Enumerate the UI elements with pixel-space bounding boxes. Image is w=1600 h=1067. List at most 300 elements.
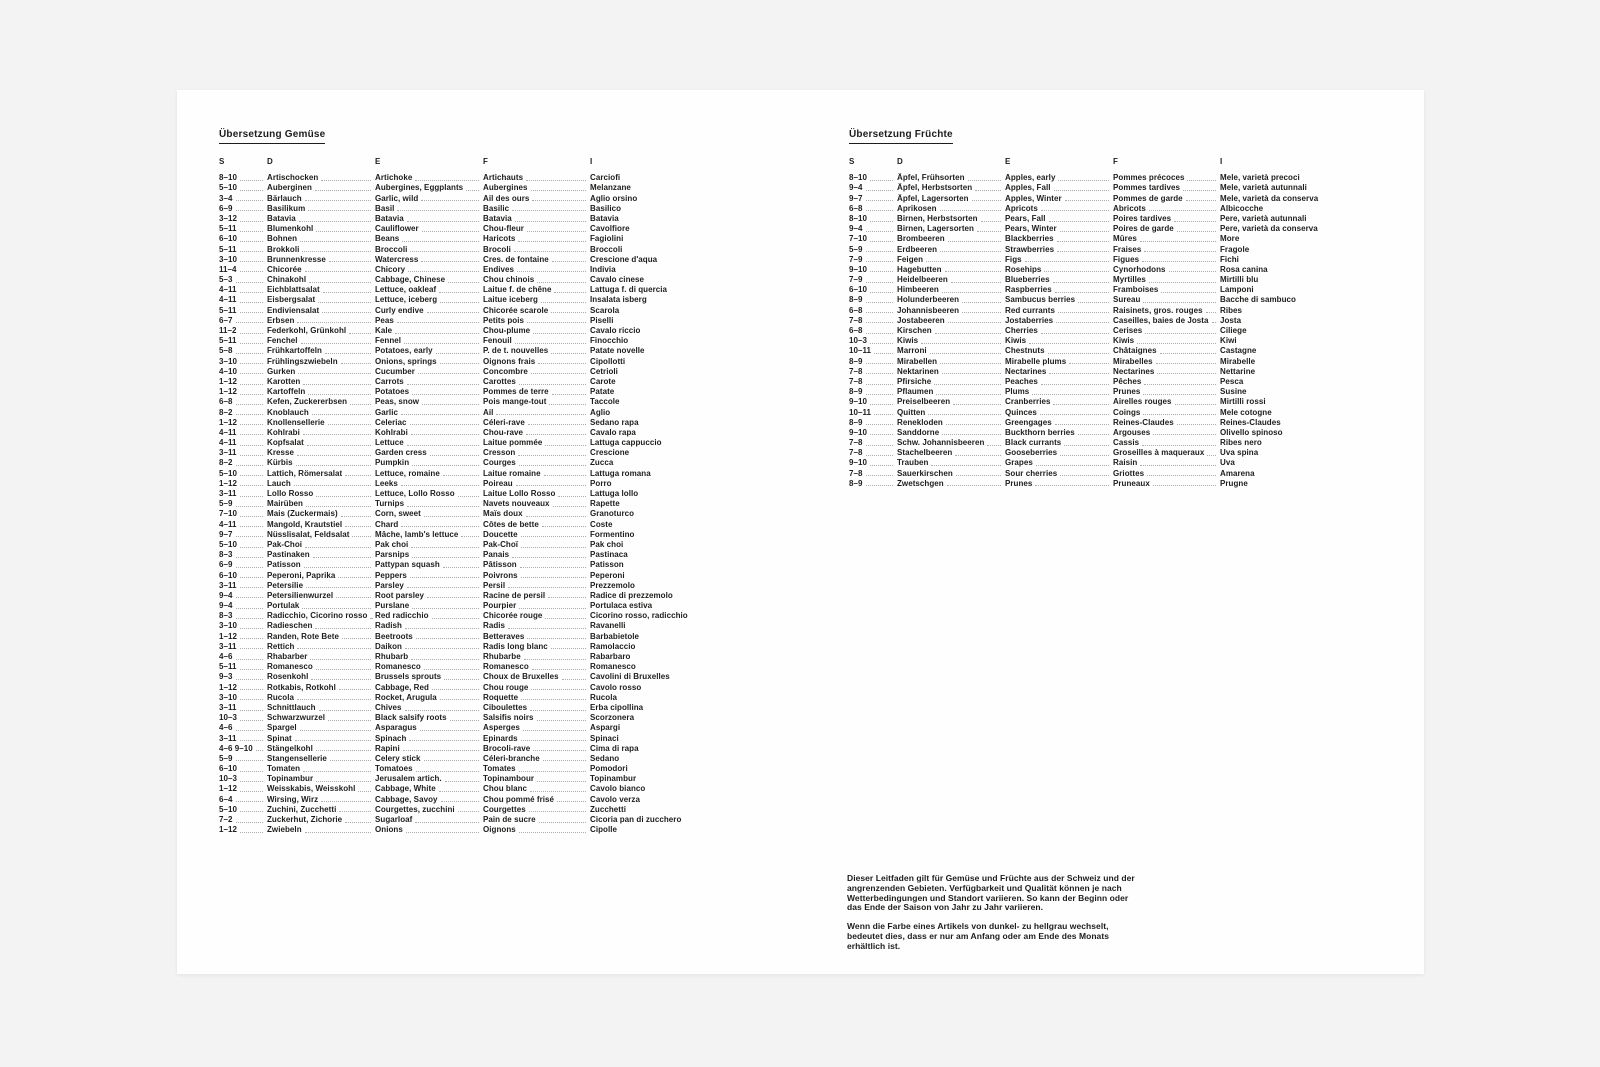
dotted-leader bbox=[1174, 221, 1216, 222]
cell-italian: Piselli bbox=[590, 315, 614, 325]
table-row bbox=[219, 520, 697, 530]
cell-italian: Pere, varietà da conserva bbox=[1220, 224, 1318, 234]
cell-season: 6–10 bbox=[219, 571, 267, 581]
dotted-leader bbox=[424, 760, 479, 761]
dotted-leader bbox=[866, 282, 894, 283]
cell-english: Grapes bbox=[1005, 458, 1113, 468]
table-row bbox=[219, 377, 697, 387]
dotted-leader bbox=[1153, 485, 1216, 486]
cell-french: Choux de Bruxelles bbox=[483, 672, 590, 682]
cell-italian: Porro bbox=[590, 478, 612, 488]
dotted-leader bbox=[306, 587, 371, 588]
dotted-leader bbox=[440, 699, 479, 700]
cell-season: 5–3 bbox=[219, 275, 267, 285]
dotted-leader bbox=[345, 475, 371, 476]
cell-season: 1–12 bbox=[219, 479, 267, 489]
cell-french: Groseilles à maqueraux bbox=[1113, 448, 1220, 458]
dotted-leader bbox=[551, 648, 586, 649]
dotted-leader bbox=[313, 557, 371, 558]
cell-english: Apples, Fall bbox=[1005, 183, 1113, 193]
cell-season: 8–2 bbox=[219, 458, 267, 468]
cell-french: Rhubarbe bbox=[483, 652, 590, 662]
cell-english: Radish bbox=[375, 621, 483, 631]
cell-english: Peppers bbox=[375, 571, 483, 581]
dotted-leader bbox=[517, 271, 586, 272]
cell-season: 1–12 bbox=[219, 377, 267, 387]
cell-season: 8–3 bbox=[219, 550, 267, 560]
cell-english: Pears, Fall bbox=[1005, 214, 1113, 224]
dotted-leader bbox=[1156, 363, 1216, 364]
cell-italian: Mirabelle bbox=[1220, 356, 1256, 366]
dotted-leader bbox=[870, 221, 893, 222]
dotted-leader bbox=[1078, 434, 1109, 435]
cell-french: Laitue f. de chêne bbox=[483, 285, 590, 295]
cell-french: Chou chinois bbox=[483, 275, 590, 285]
cell-season: 8–9 bbox=[849, 418, 897, 428]
cell-french: Ail des ours bbox=[483, 194, 590, 204]
dotted-leader bbox=[528, 424, 586, 425]
dotted-leader bbox=[240, 424, 263, 425]
table-row bbox=[219, 632, 697, 642]
table-row bbox=[849, 377, 1327, 387]
dotted-leader bbox=[370, 618, 372, 619]
cell-french: Radis long blanc bbox=[483, 642, 590, 652]
table-row bbox=[219, 346, 697, 356]
cell-season: 3–11 bbox=[219, 448, 267, 458]
cell-season: 5–10 bbox=[219, 469, 267, 479]
dotted-leader bbox=[1056, 322, 1109, 323]
cell-french: Pain de sucre bbox=[483, 815, 590, 825]
cell-season: 4–11 bbox=[219, 295, 267, 305]
dotted-leader bbox=[305, 547, 371, 548]
dotted-leader bbox=[305, 832, 371, 833]
dotted-leader bbox=[866, 424, 894, 425]
table-row bbox=[219, 581, 697, 591]
cell-english: Kohlrabi bbox=[375, 428, 483, 438]
dotted-leader bbox=[519, 771, 586, 772]
dotted-leader bbox=[1140, 465, 1216, 466]
dotted-leader bbox=[430, 455, 479, 456]
cell-french: Airelles rouges bbox=[1113, 397, 1220, 407]
cell-italian: Cavolo rosso bbox=[590, 682, 642, 692]
dotted-leader bbox=[240, 302, 263, 303]
dotted-leader bbox=[316, 496, 371, 497]
cell-french: Coings bbox=[1113, 408, 1220, 418]
cell-french: Laitue romaine bbox=[483, 469, 590, 479]
cell-french: Chou-plume bbox=[483, 326, 590, 336]
dotted-leader bbox=[299, 221, 371, 222]
dotted-leader bbox=[551, 353, 586, 354]
dotted-leader bbox=[1041, 210, 1109, 211]
table-row bbox=[849, 183, 1327, 193]
dotted-leader bbox=[940, 210, 1001, 211]
cell-english: Pak choi bbox=[375, 540, 483, 550]
cell-german: Federkohl, Grünkohl bbox=[267, 326, 375, 336]
dotted-leader bbox=[240, 771, 263, 772]
dotted-leader bbox=[236, 210, 264, 211]
table-row bbox=[219, 336, 697, 346]
cell-french: Petits pois bbox=[483, 316, 590, 326]
cell-english: Blueberries bbox=[1005, 275, 1113, 285]
column-header: E bbox=[375, 157, 381, 166]
dotted-leader bbox=[350, 404, 371, 405]
dotted-leader bbox=[516, 485, 586, 486]
table-row bbox=[219, 713, 697, 723]
cell-season: 5–11 bbox=[219, 662, 267, 672]
cell-season: 7–9 bbox=[849, 255, 897, 265]
dotted-leader bbox=[866, 455, 894, 456]
dotted-leader bbox=[319, 710, 371, 711]
cell-italian: Scorzonera bbox=[590, 713, 635, 723]
column-header: D bbox=[267, 157, 273, 166]
cell-german: Kopfsalat bbox=[267, 438, 375, 448]
cell-italian: Carote bbox=[590, 376, 616, 386]
cell-german: Frühlingszwiebeln bbox=[267, 357, 375, 367]
cell-french: Endives bbox=[483, 265, 590, 275]
dotted-leader bbox=[1142, 445, 1216, 446]
dotted-leader bbox=[397, 210, 479, 211]
cell-french: Reines-Claudes bbox=[1113, 418, 1220, 428]
dotted-leader bbox=[240, 394, 263, 395]
cell-german: Mais (Zuckermais) bbox=[267, 509, 375, 519]
dotted-leader bbox=[316, 231, 371, 232]
cell-french: Poires tardives bbox=[1113, 214, 1220, 224]
cell-season: 8–9 bbox=[849, 387, 897, 397]
dotted-leader bbox=[514, 251, 586, 252]
dotted-leader bbox=[349, 333, 371, 334]
cell-season: 9–4 bbox=[219, 591, 267, 601]
dotted-leader bbox=[401, 414, 479, 415]
dotted-leader bbox=[866, 363, 894, 364]
dotted-leader bbox=[408, 271, 479, 272]
cell-french: Salsifis noirs bbox=[483, 713, 590, 723]
column-header: D bbox=[897, 157, 903, 166]
table-row bbox=[849, 397, 1327, 407]
cell-french: Prunes bbox=[1113, 387, 1220, 397]
dotted-leader bbox=[1057, 251, 1109, 252]
table-row bbox=[849, 245, 1327, 255]
cell-french: Courgettes bbox=[483, 805, 590, 815]
cell-season: 6–8 bbox=[849, 306, 897, 316]
fruits-table bbox=[849, 124, 1327, 489]
table-row bbox=[849, 479, 1327, 489]
dotted-leader bbox=[236, 597, 264, 598]
dotted-leader bbox=[1183, 190, 1216, 191]
dotted-leader bbox=[236, 506, 264, 507]
cell-german: Eichblattsalat bbox=[267, 285, 375, 295]
table-row bbox=[219, 316, 697, 326]
dotted-leader bbox=[1187, 180, 1216, 181]
cell-english: Broccoli bbox=[375, 245, 483, 255]
dotted-leader bbox=[526, 516, 586, 517]
dotted-leader bbox=[1049, 221, 1109, 222]
cell-english: Sambucus berries bbox=[1005, 295, 1113, 305]
dotted-leader bbox=[240, 526, 263, 527]
cell-season: 7–8 bbox=[849, 316, 897, 326]
cell-italian: Patate novelle bbox=[590, 346, 645, 356]
cell-french: Roquette bbox=[483, 693, 590, 703]
cell-french: Chou-fleur bbox=[483, 224, 590, 234]
cell-season: 4–11 bbox=[219, 520, 267, 530]
cell-german: Romanesco bbox=[267, 662, 375, 672]
dotted-leader bbox=[1145, 333, 1216, 334]
cell-season: 3–10 bbox=[219, 357, 267, 367]
dotted-leader bbox=[236, 730, 264, 731]
dotted-leader bbox=[870, 343, 893, 344]
cell-french: Chou pommé frisé bbox=[483, 795, 590, 805]
cell-german: Schw. Johannisbeeren bbox=[897, 438, 1005, 448]
dotted-leader bbox=[240, 434, 263, 435]
table-row bbox=[849, 469, 1327, 479]
cell-german: Preiselbeeren bbox=[897, 397, 1005, 407]
cell-english: Red currants bbox=[1005, 306, 1113, 316]
dotted-leader bbox=[942, 373, 1001, 374]
dotted-leader bbox=[526, 434, 586, 435]
dotted-leader bbox=[307, 445, 371, 446]
table-row bbox=[219, 601, 697, 611]
cell-italian: Lamponi bbox=[1220, 285, 1254, 295]
cell-season: 3–11 bbox=[219, 642, 267, 652]
dotted-leader bbox=[439, 791, 479, 792]
dotted-leader bbox=[866, 251, 894, 252]
dotted-leader bbox=[1055, 292, 1109, 293]
cell-english: Jostaberries bbox=[1005, 316, 1113, 326]
cell-season: 1–12 bbox=[219, 683, 267, 693]
dotted-leader bbox=[403, 750, 479, 751]
cell-german: Rettich bbox=[267, 642, 375, 652]
cell-german: Stängelkohl bbox=[267, 744, 375, 754]
table-row bbox=[219, 418, 697, 428]
cell-italian: Sedano bbox=[590, 753, 620, 763]
dotted-leader bbox=[1078, 302, 1109, 303]
cell-german: Radieschen bbox=[267, 621, 375, 631]
cell-english: Cranberries bbox=[1005, 397, 1113, 407]
dotted-leader bbox=[945, 271, 1002, 272]
dotted-leader bbox=[240, 251, 263, 252]
page bbox=[177, 90, 1424, 974]
cell-english: Cabbage, Savoy bbox=[375, 795, 483, 805]
table-row bbox=[849, 428, 1327, 438]
cell-german: Stangensellerie bbox=[267, 754, 375, 764]
table-row bbox=[849, 275, 1327, 285]
cell-season: 1–12 bbox=[219, 418, 267, 428]
cell-english: Peaches bbox=[1005, 377, 1113, 387]
dotted-leader bbox=[236, 801, 264, 802]
cell-english: Daikon bbox=[375, 642, 483, 652]
cell-french: Pommes de garde bbox=[1113, 194, 1220, 204]
cell-french: Laitue Lollo Rosso bbox=[483, 489, 590, 499]
dotted-leader bbox=[410, 251, 479, 252]
cell-italian: Ribes nero bbox=[1220, 438, 1262, 448]
cell-german: Feigen bbox=[897, 255, 1005, 265]
dotted-leader bbox=[531, 373, 586, 374]
dotted-leader bbox=[543, 760, 586, 761]
dotted-leader bbox=[240, 190, 263, 191]
dotted-leader bbox=[415, 822, 479, 823]
dotted-leader bbox=[421, 261, 479, 262]
dotted-leader bbox=[1175, 404, 1216, 405]
dotted-leader bbox=[545, 445, 586, 446]
cell-english: Kale bbox=[375, 326, 483, 336]
cell-italian: Mele cotogne bbox=[1220, 407, 1272, 417]
dotted-leader bbox=[304, 567, 371, 568]
table-title: Übersetzung Gemüse bbox=[219, 129, 325, 144]
cell-german: Pak-Choi bbox=[267, 540, 375, 550]
table-row bbox=[219, 224, 697, 234]
dotted-leader bbox=[294, 485, 371, 486]
dotted-leader bbox=[866, 384, 894, 385]
dotted-leader bbox=[240, 455, 263, 456]
dotted-leader bbox=[940, 363, 1001, 364]
table-row bbox=[849, 224, 1327, 234]
cell-italian: Crescione bbox=[590, 448, 630, 458]
dotted-leader bbox=[236, 414, 264, 415]
cell-english: Kiwis bbox=[1005, 336, 1113, 346]
dotted-leader bbox=[315, 628, 371, 629]
cell-english: Quinces bbox=[1005, 408, 1113, 418]
cell-italian: Lattuga f. di quercia bbox=[590, 285, 668, 295]
cell-french: Panais bbox=[483, 550, 590, 560]
cell-italian: Romanesco bbox=[590, 662, 636, 672]
dotted-leader bbox=[1169, 271, 1216, 272]
cell-german: Zwetschgen bbox=[897, 479, 1005, 489]
dotted-leader bbox=[405, 648, 479, 649]
cell-season: 6–10 bbox=[849, 285, 897, 295]
dotted-leader bbox=[1053, 282, 1109, 283]
dotted-leader bbox=[931, 465, 1001, 466]
table-row bbox=[849, 336, 1327, 346]
dotted-leader bbox=[312, 414, 371, 415]
dotted-leader bbox=[328, 720, 371, 721]
dotted-leader bbox=[240, 271, 263, 272]
cell-french: Fenouil bbox=[483, 336, 590, 346]
dotted-leader bbox=[306, 506, 371, 507]
dotted-leader bbox=[942, 434, 1001, 435]
cell-english: Chives bbox=[375, 703, 483, 713]
dotted-leader bbox=[407, 445, 479, 446]
cell-german: Rosenkohl bbox=[267, 672, 375, 682]
cell-season: 3–10 bbox=[219, 693, 267, 703]
table-row bbox=[219, 784, 697, 794]
cell-season: 1–12 bbox=[219, 387, 267, 397]
cell-english: Garlic bbox=[375, 408, 483, 418]
table-row bbox=[849, 326, 1327, 336]
dotted-leader bbox=[322, 312, 371, 313]
cell-english: Black currants bbox=[1005, 438, 1113, 448]
table-row bbox=[219, 652, 697, 662]
cell-season: 9–4 bbox=[849, 224, 897, 234]
cell-season: 8–9 bbox=[849, 357, 897, 367]
cell-french: Cres. de fontaine bbox=[483, 255, 590, 265]
cell-italian: Scarola bbox=[590, 305, 620, 315]
dotted-leader bbox=[236, 200, 264, 201]
dotted-leader bbox=[240, 710, 263, 711]
cell-german: Stachelbeeren bbox=[897, 448, 1005, 458]
dotted-leader bbox=[240, 221, 263, 222]
cell-french: Ciboulettes bbox=[483, 703, 590, 713]
cell-italian: Lattuga romana bbox=[590, 468, 651, 478]
cell-german: Jostabeeren bbox=[897, 316, 1005, 326]
table-row bbox=[219, 265, 697, 275]
cell-season: 9–10 bbox=[849, 265, 897, 275]
dotted-leader bbox=[339, 689, 371, 690]
cell-english: Rocket, Arugula bbox=[375, 693, 483, 703]
dotted-leader bbox=[240, 231, 263, 232]
dotted-leader bbox=[297, 699, 371, 700]
table-row bbox=[219, 428, 697, 438]
dotted-leader bbox=[303, 434, 371, 435]
dotted-leader bbox=[519, 832, 586, 833]
cell-season: 6–7 bbox=[219, 316, 267, 326]
cell-french: Epinards bbox=[483, 734, 590, 744]
dotted-leader bbox=[418, 373, 479, 374]
dotted-leader bbox=[554, 292, 586, 293]
cell-french: Artichauts bbox=[483, 173, 590, 183]
dotted-leader bbox=[987, 445, 1001, 446]
dotted-leader bbox=[553, 506, 586, 507]
dotted-leader bbox=[236, 557, 264, 558]
dotted-leader bbox=[541, 302, 586, 303]
vegetables-table bbox=[219, 124, 697, 835]
dotted-leader bbox=[341, 516, 371, 517]
cell-german: Karotten bbox=[267, 377, 375, 387]
cell-english: Pattypan squash bbox=[375, 560, 483, 570]
cell-italian: Cavalo rapa bbox=[590, 427, 636, 437]
cell-season: 6–10 bbox=[219, 764, 267, 774]
dotted-leader bbox=[1177, 231, 1216, 232]
cell-german: Mairüben bbox=[267, 499, 375, 509]
cell-german: Patisson bbox=[267, 560, 375, 570]
cell-english: Peas bbox=[375, 316, 483, 326]
cell-german: Weisskabis, Weisskohl bbox=[267, 784, 375, 794]
cell-german: Rhabarber bbox=[267, 652, 375, 662]
dotted-leader bbox=[962, 302, 1001, 303]
dotted-leader bbox=[1144, 384, 1216, 385]
cell-french: Betteraves bbox=[483, 632, 590, 642]
table-row bbox=[219, 387, 697, 397]
cell-season: 8–10 bbox=[219, 173, 267, 183]
dotted-leader bbox=[240, 312, 263, 313]
dotted-leader bbox=[866, 445, 894, 446]
cell-english: Root parsley bbox=[375, 591, 483, 601]
cell-english: Chard bbox=[375, 520, 483, 530]
cell-season: 4–11 bbox=[219, 438, 267, 448]
dotted-leader bbox=[935, 333, 1001, 334]
cell-german: Spinat bbox=[267, 734, 375, 744]
dotted-leader bbox=[1212, 322, 1216, 323]
cell-german: Topinambur bbox=[267, 774, 375, 784]
dotted-leader bbox=[445, 781, 479, 782]
cell-french: Navets nouveaux bbox=[483, 499, 590, 509]
dotted-leader bbox=[936, 394, 1001, 395]
dotted-leader bbox=[316, 750, 371, 751]
cell-season: 4–6 bbox=[219, 652, 267, 662]
cell-season: 6–10 bbox=[219, 234, 267, 244]
dotted-leader bbox=[1065, 200, 1109, 201]
footer-paragraph-2: Wenn die Farbe eines Artikels von dunkel- zu hellgrau wechselt, bedeutet dies, dass er nur am Anfang oder am Ende des Monats erhältlich ist. bbox=[847, 921, 1109, 951]
cell-italian: Formentino bbox=[590, 529, 635, 539]
dotted-leader bbox=[256, 750, 263, 751]
cell-season: 1–12 bbox=[219, 784, 267, 794]
table-row bbox=[849, 234, 1327, 244]
table-row bbox=[849, 173, 1327, 183]
dotted-leader bbox=[296, 465, 371, 466]
cell-italian: Cavolo bianco bbox=[590, 784, 646, 794]
cell-german: Kiwis bbox=[897, 336, 1005, 346]
dotted-leader bbox=[533, 750, 586, 751]
cell-italian: Cima di rapa bbox=[590, 743, 639, 753]
cell-season: 5–9 bbox=[219, 499, 267, 509]
